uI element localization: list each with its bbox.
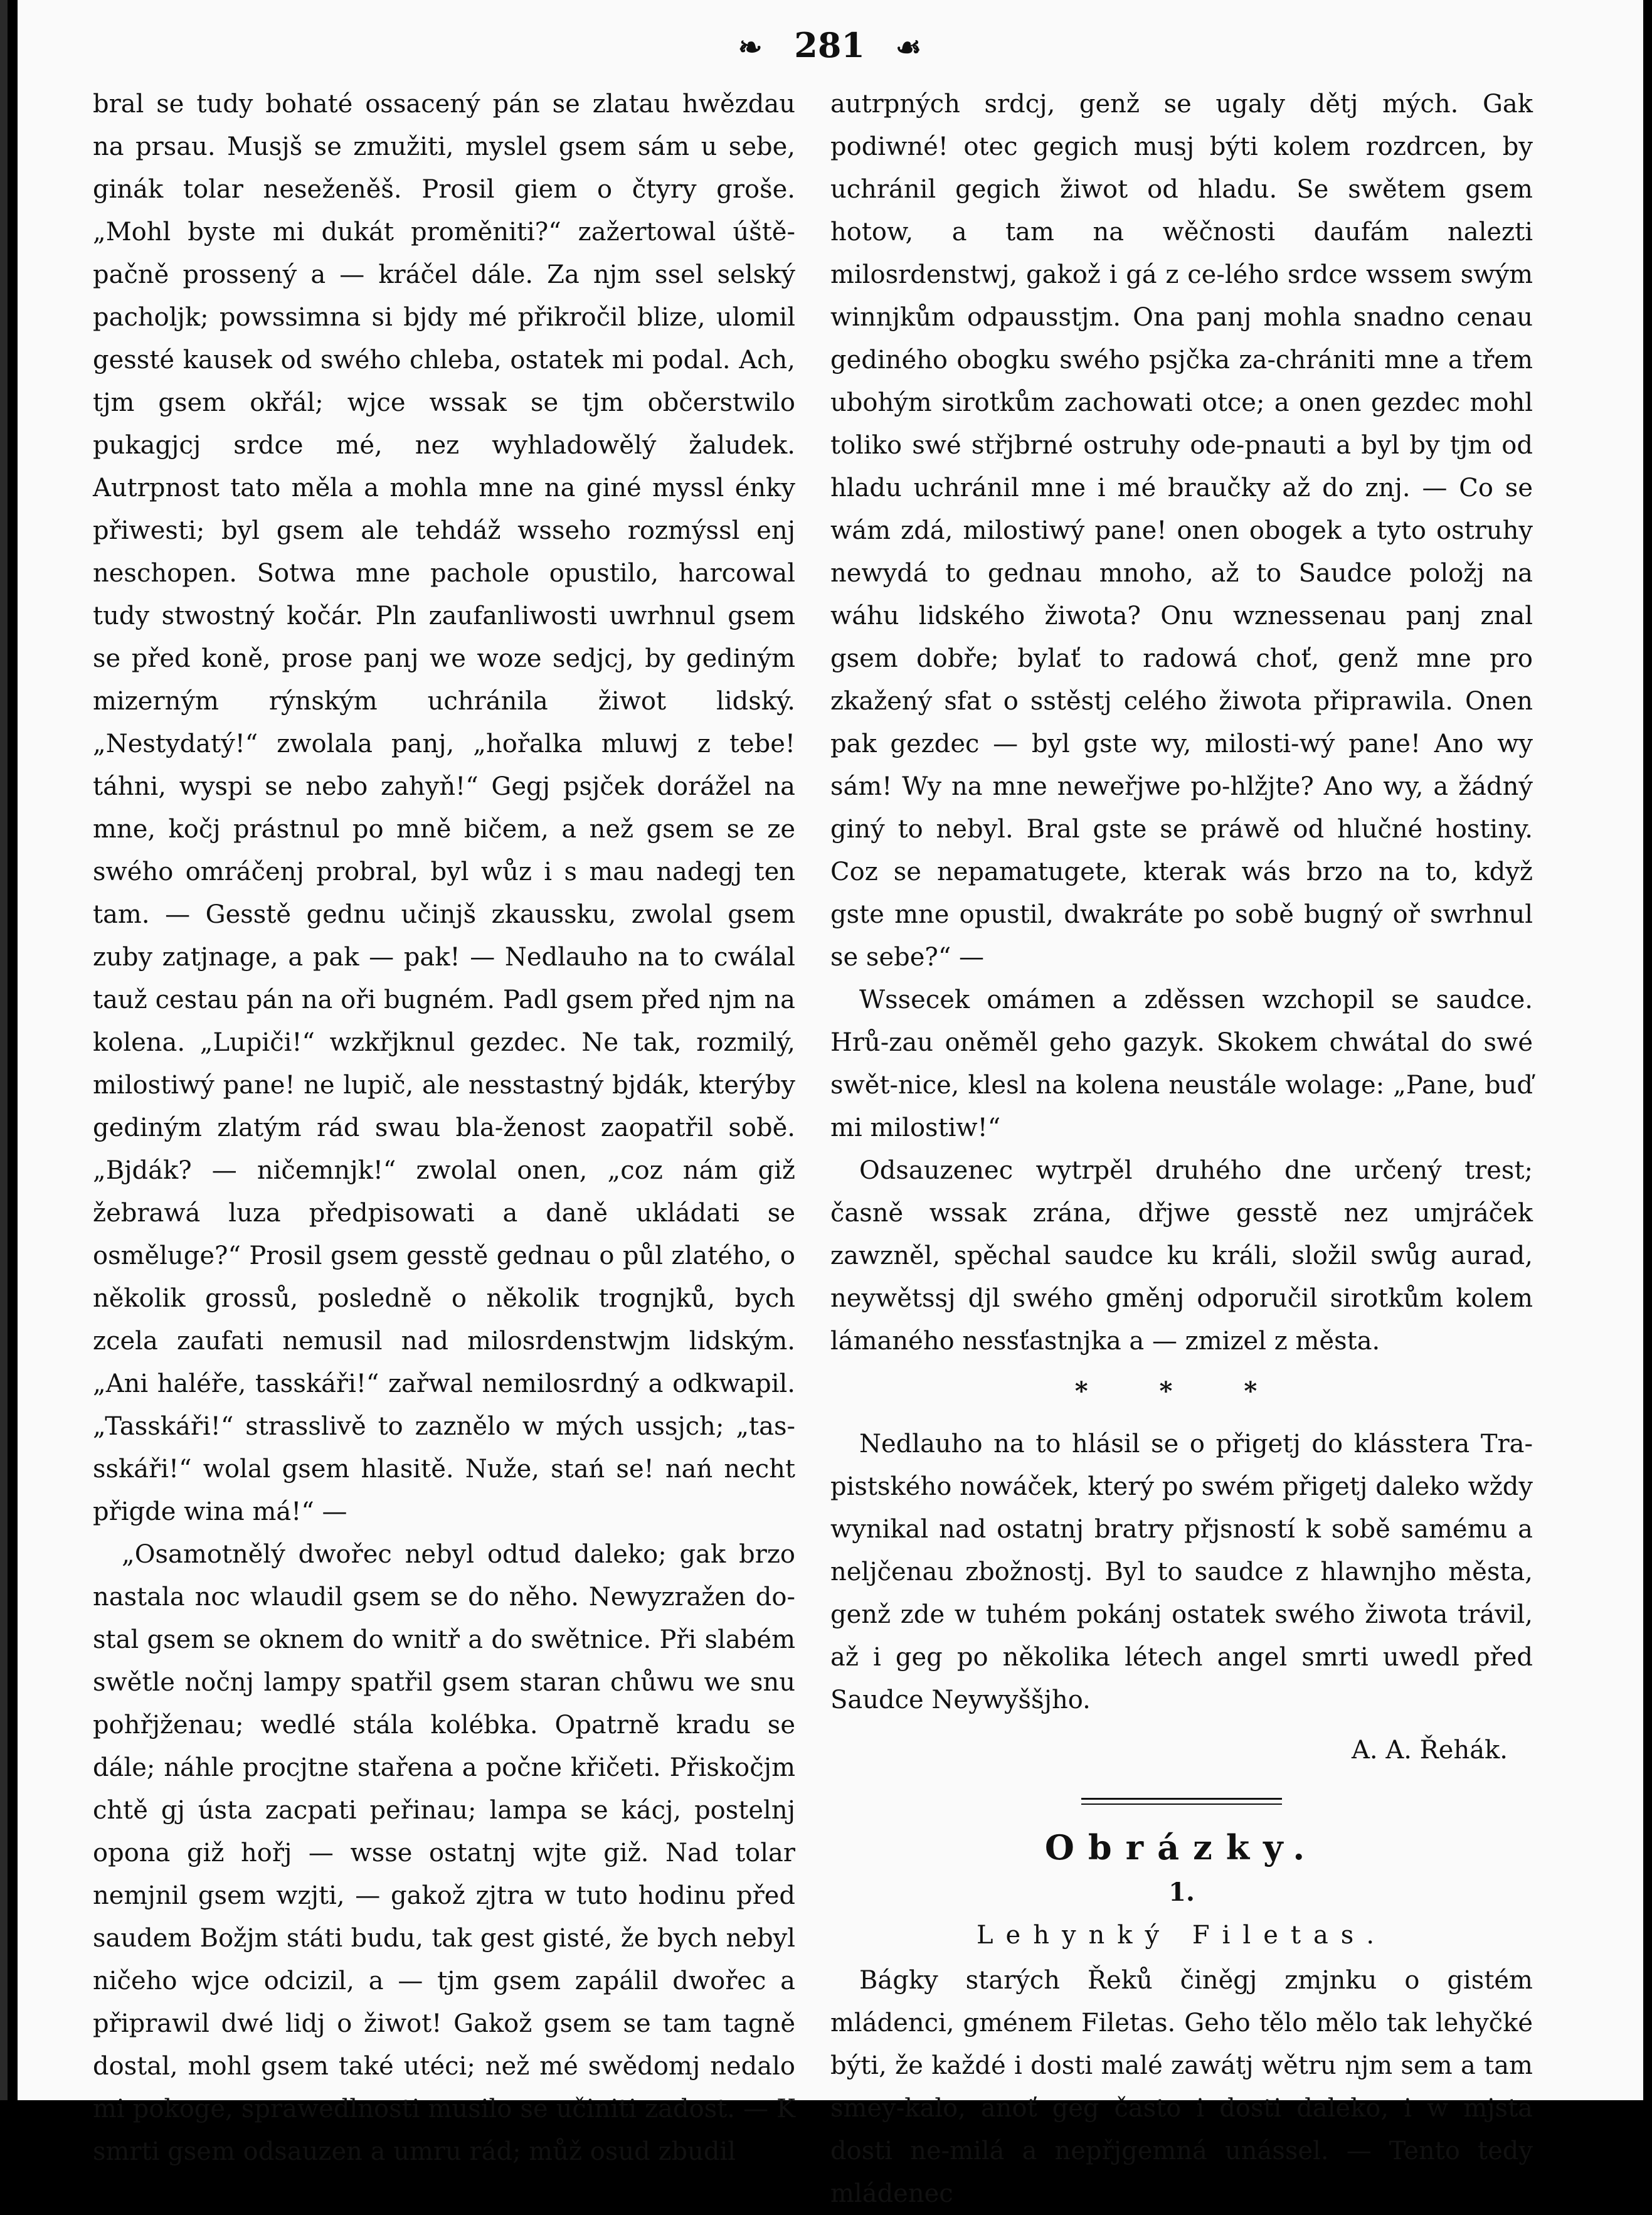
paragraph: „Osamotnělý dwořec nebyl odtud daleko; gak brzo nastala noc wlaudil gsem se do něho. Newyzražen do-stal gsem se oknem do wnitř a do swětnice. Při slabém swětle nočnj lampy spatřil gsem staran chůwu we snu pohřjženau; wedlé stála kolébka. Opatrně kradu se dále; náhle procjtne stařena a počne křičeti. Přiskočjm chtě gj ústa zacpati peřinau; lampa se kácj, postelnj opona giž hořj — wsse ostatnj wjte giž. Nad tolar nemjnil gsem wzjti, — gakož zjtra w tuto hodinu před saudem Božjm státi budu, tak gest gisté, že bych nebyl ničeho wjce odcizil, a — tjm gsem zapálil dwořec a připrawil dwé lidj o žiwot! Gakož gsem se tam tagně dostal, mohl gsem také utéci; než mé swědomj nedalo mi pokoge, sprawedlnosti musilo se učiniti zadost. — K smrti gsem odsauzen a umru rád; můž osud zbudil: [93, 1540, 795, 2166]
section-divider: [1081, 1798, 1282, 1805]
page-header: [18, 20, 1643, 70]
section-subtitle: Lehynký Filetas.: [976, 1921, 1387, 1950]
document-page: [18, 0, 1643, 2208]
separator-stars: * * *: [1074, 1376, 1289, 1406]
right-ornament-icon: ☙: [895, 30, 923, 64]
paragraph: Odsauzenec wytrpěl druhého dne určený trest; časně wssak zrána, dřjwe gesstě nez umjráček zawzněl, spěchal saudce ku králi, složil swůg aurad, neywětssj djl swého gměnj odporučil sirotkům kolem lámaného nessťastnjka a — zmizel z města.: [830, 1156, 1533, 1356]
paragraph: autrpných srdcj, genž se ugaly dětj mých. Gak podiwné! otec gegich musj býti kolem rozdrcen, by uchránil gegich žiwot od hladu. Se swětem gsem hotow, a tam na wěčnosti daufám nalezti milosrdenstwj, gakož i gá z ce-lého srdce wssem swým winnjkům odpausstjm. Ona panj mohla snadno cenau gediného obogku swého psjčka za-chrániti mne a třem ubohým sirotkům zachowati otce; a onen gezdec mohl toliko swé střjbrné ostruhy ode-pnauti a byl by tjm od hladu uchránil mne i mé braučky až do znj. — Co se wám zdá, milostiwý pane! onen obogek a tyto ostruhy newydá to gednau mnoho, až to Saudce položj na wáhu lidského žiwota? Onu wznessenau panj znal gsem dobře; bylať to radowá choť, genž mne pro zkažený sfat o sstěstj celého žiwota připrawila. Onen pak gezdec — byl gste wy, milosti-wý pane! Ano wy sám! Wy na mne neweřjwe po-hlžjte? Ano wy, a žádný giný to nebyl. Bral gste se práwě od hlučné hostiny. Coz se nepamatugete, kterak wás brzo na to, když gste mne opustil, dwakráte po sobě bugný oř swrhnul se sebe?“ —: [830, 90, 1533, 972]
left-column: [93, 83, 795, 2173]
paragraph: Wssecek omámen a zděssen wzchopil se saudce. Hrů-zau oněměl geho gazyk. Skokem chwátal do swé swět-nice, klesl na kolena neustále wolage: „Pane, buď mi milostiw!“: [830, 985, 1533, 1142]
section-title: Obrázky.: [1044, 1827, 1319, 1867]
author-signature: A. A. Řehák.: [1352, 1736, 1508, 1765]
right-column: [830, 83, 1533, 2215]
left-ornament-icon: ❧: [738, 30, 764, 64]
paragraph: bral se tudy bohaté ossacený pán se zlatau hwězdau na prsau. Musjš se zmužiti, myslel gsem sám u sebe, ginák tolar neseženěš. Prosil giem o čtyry groše. „Mohl byste mi dukát proměniti?“ zažertowal úště-pačně prossený a — kráčel dále. Za njm ssel selský pacholjk; powssimna si bjdy mé přikročil blize, ulomil gessté kausek od swého chleba, ostatek mi podal. Ach, tjm gsem okřál; wjce wssak se tjm občerstwilo pukagjcj srdce mé, nez wyhladowělý žaludek. Autrpnost tato měla a mohla mne na giné myssl énky přiwesti; byl gsem ale tehdáž wsseho rozmýssl enj neschopen. Sotwa mne pachole opustilo, harcowal tudy stwostný kočár. Pln zaufanliwosti uwrhnul gsem se před koně, prose panj we woze sedjcj, by gediným mizerným rýnským uchránila žiwot lidský. „Nestydatý!“ zwolala panj, „hořalka mluwj z tebe! táhni, wyspi se nebo zahyň!“ Gegj psjček dorážel na mne, kočj prástnul po mně bičem, a než gsem se ze swého omráčenj probral, byl wůz i s mau nadegj ten tam. — Gesstě gednu učinjš zkaussku, zwolal gsem zuby zatjnage, a pak — pak! — Nedlauho na to cwálal tauž cestau pán na oři bugném. Padl gsem před njm na kolena. „Lupiči!“ wzkřjknul gezdec. Ne tak, rozmilý, milostiwý pane! ne lupič, ale nesstastný bjdák, kterýby gediným zlatým rád swau bla-ženost zaopatřil sobě. „Bjdák? — ničemnjk!“ zwolal onen, „coz nám giž žebrawá luza předpisowati a daně ukládati se osměluge?“ Prosil gsem gesstě gednau o půl zlatého, o několik grossů, posledně o několik trognjků, bych zcela zaufati nemusil nad milosrdenstwjm lidským. „Ani haléře, tasskáři!“ zařwal nemilosrdný a odkwapil. „Tasskáři!“ strasslivě to zaznělo w mých ussjch; „tas-sskáři!“ wolal gsem hlasitě. Nuže, stań se! nań necht přigde wina má!“ —: [93, 90, 795, 1526]
scan-left-edge: [0, 0, 8, 2100]
section-number: 1.: [1168, 1878, 1195, 1907]
page-number: 281: [794, 25, 866, 65]
paragraph: Nedlauho na to hlásil se o přigetj do klásstera Tra-pistského nowáček, který po swém přigetj daleko wždy wynikal nad ostatnj bratry přjsností k sobě samému a neljčenau zbožnostj. Byl to saudce z hlawnjho města, genž zde w tuhém pokánj ostatek swého žiwota trávil, až i geg po několika létech angel smrti uwedl před Saudce Neywyššjho.: [830, 1430, 1533, 1714]
paragraph: Bágky starých Řeků činěgj zmjnku o gistém mládenci, gménem Filetas. Geho tělo mělo tak lehyčké býti, že každé i dosti malé zawátj wětru njm sem a tam smey-kalo, anoť geg často i dosti daleko, i w mjsta dosti ne-milá a nepřjgemná unássel. — Tento tedy mládenec: [830, 1966, 1533, 2208]
